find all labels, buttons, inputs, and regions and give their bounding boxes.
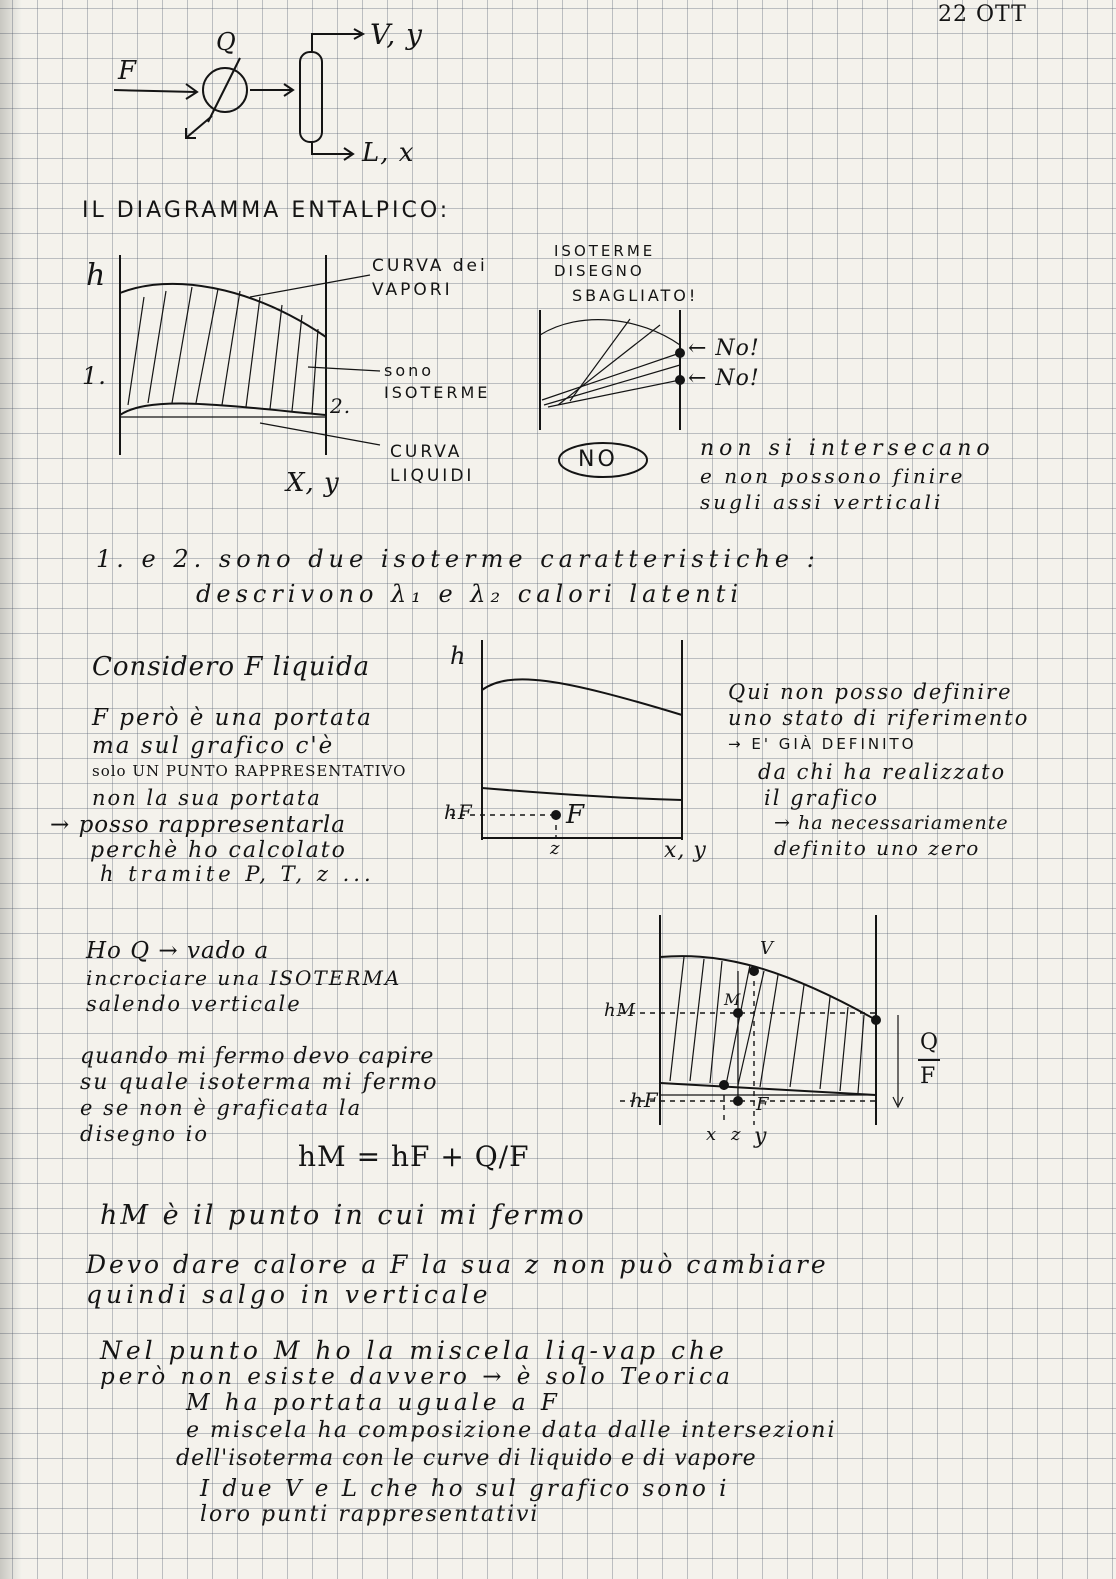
diagram1-y-axis: h [86,258,107,293]
left-line3: ma sul grafico c'è [92,733,335,759]
left-line7: perchè ho calcolato [90,838,347,863]
bottom-line5: però non esiste davvero → è solo Teorica [100,1364,734,1390]
flash-drum-schematic [100,20,480,190]
diagram1-mark-2: 2. [330,394,352,418]
q-line2: incrociare una ISOTERMA [86,966,402,990]
isotherms-label: sono ISOTERME [384,361,491,402]
enthalpy-diagram [100,245,340,460]
wrong-no-1: ← No! [688,336,760,361]
diagram2-z-label: z [550,838,561,859]
feed-label: F [118,56,138,86]
no-circle-text: NO [578,447,618,472]
diagram3-hm-label: hM [604,1000,637,1021]
diagram2-point-f: F [566,800,586,830]
diagram2-x-axis: x, y [664,838,707,863]
left-line8: h tramite P, T, z ... [100,862,375,886]
bottom-line8: dell'isoterma con le curve di liquido e di vapore [176,1446,757,1471]
q-line4: quando mi fermo devo capire [80,1044,435,1069]
diagram3-z-label: z [731,1124,742,1145]
right-line4: da chi ha realizzato [758,760,1007,784]
liquid-curve-label: CURVA LIQUIDI [390,442,475,486]
wrong-title-line3: SBAGLIATO! [572,286,699,305]
right-line7: definito uno zero [774,836,981,860]
diagram1-mark-1: 1. [82,362,107,390]
vapour-out-label: V, y [370,18,423,51]
bottom-line4: Nel punto M ho la miscela liq-vap che [100,1336,728,1365]
left-line6: → posso rappresentarla [50,812,346,838]
diagram3-v-label: V [760,938,774,959]
heat-label: Q [216,28,237,56]
bottom-line6: M ha portata uguale a F [186,1390,561,1416]
right-line6: → ha necessariamente [774,812,1009,834]
bottom-line3: quindi salgo in verticale [86,1280,492,1309]
ratio-bar [918,1058,942,1062]
wrong-no-2: ← No! [688,366,760,391]
section-title: IL DIAGRAMMA ENTALPICO: [82,198,451,223]
vapour-curve-label: CURVA dei VAPORI [372,256,488,300]
left-line1: Considero F liquida [92,652,371,682]
q-line1: Ho Q → vado a [86,938,270,964]
diagram3-m-label: M [724,990,742,1009]
bottom-line9: I due V e L che ho sul grafico sono i [200,1476,730,1502]
bottom-line2: Devo dare calore a F la sua z non può cambiare [86,1250,829,1279]
wrong-title-line2: DISEGNO [554,262,645,280]
left-line2: F però è una portata [92,705,373,731]
right-line2: uno stato di riferimento [728,706,1030,730]
wrong-note-line1: non si intersecano [700,436,995,461]
q-line6: e se non è graficata la [80,1096,363,1120]
paragraph1-line1: 1. e 2. sono due isoterme caratteristiche : [96,545,820,573]
q-line3: salendo verticale [86,992,302,1016]
diagram3-x-label: x [706,1124,718,1145]
bottom-line7: e miscela ha composizione data dalle intersezioni [186,1418,837,1443]
diagram3-ratio-num: Q [920,1030,940,1055]
bottom-line10: loro punti rappresentativi [200,1502,540,1527]
diagram3-f-label: F [756,1094,770,1115]
wrong-title-line1: ISOTERME [554,242,656,260]
left-line4: solo UN PUNTO RAPPRESENTATIVO [92,762,407,780]
diagram1-x-axis: X, y [286,468,340,498]
diagram2-y-axis: h [450,642,467,670]
left-line5: non la sua portata [92,786,322,810]
diagram2-hf-label: hF [444,800,473,824]
q-line5: su quale isoterma mi fermo [80,1070,439,1095]
right-line5: il grafico [764,786,880,810]
wrong-note-line2: e non possono finire [700,464,966,488]
q-line7: disegno io [80,1122,210,1146]
wrong-isotherm-diagram [530,305,700,435]
page-edge-shadow [0,0,22,1579]
q-formula: hM = hF + Q/F [298,1140,530,1173]
diagram3-ratio-den: F [920,1064,937,1089]
liquid-out-label: L, x [362,138,415,168]
right-line3: → E' GIÀ DEFINITO [728,735,917,753]
right-line1: Qui non posso definire [728,680,1013,704]
page-date: 22 OTT [938,2,1027,27]
diagram3-hf-label: hF [630,1088,659,1112]
paragraph1-line2: descrivono λ₁ e λ₂ calori latenti [196,580,744,608]
bottom-line1: hM è il punto in cui mi fermo [100,1200,587,1231]
diagram3-y-label: y [754,1124,768,1149]
wrong-note-line3: sugli assi verticali [700,490,944,514]
